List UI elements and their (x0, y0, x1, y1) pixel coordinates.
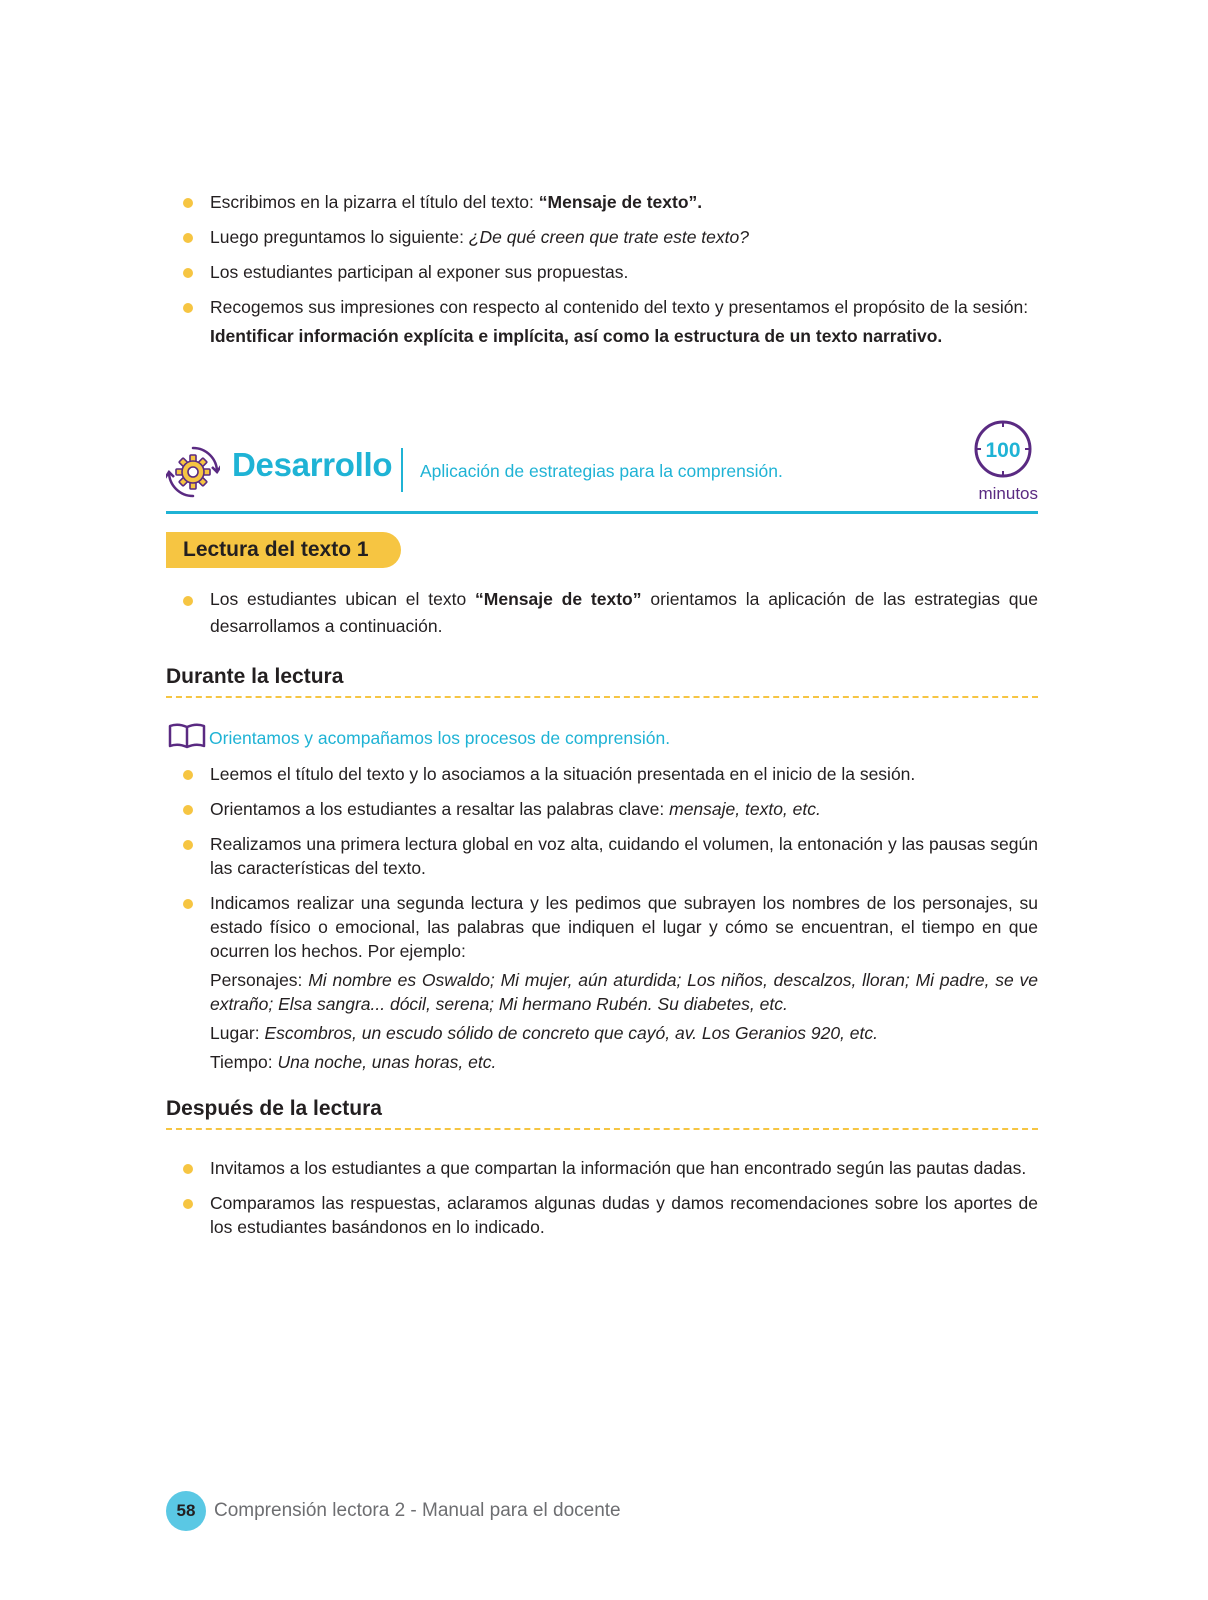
list-item: Indicamos realizar una segunda lectura y les pedimos que subrayen los nombres de los personajes, su estado físico o emocional, las palabras que indiquen el lugar y cómo se encuentran, el tiempo en que ocurren los hechos. Por ejemplo: Personajes: Mi nombre es Oswaldo; Mi mujer, aún aturdida; Los niños, descalzos, lloran; Mi padre, se ve extraño; Elsa sangra... dócil, serena; Mi hermano Rubén. Su diabetes, etc. Lugar: Escombros, un escudo sólido de concreto que cayó, av. Los Geranios 920, etc. Tiempo: Una noche, unas horas, etc. (166, 891, 1038, 1074)
despues-list (166, 1156, 1038, 1239)
example-characters: Personajes: Mi nombre es Oswaldo; Mi mujer, aún aturdida; Los niños, descalzos, lloran; Mi padre, se ve extraño; Elsa sangra... dócil, serena; Mi hermano Rubén. Su diabetes, etc. (210, 970, 1038, 1014)
bullet-dot (183, 198, 193, 208)
list-item: Los estudiantes participan al exponer sus propuestas. (166, 260, 1038, 284)
section-rule (166, 511, 1038, 514)
bullet-dot (183, 1199, 193, 1209)
dashed-divider (166, 1128, 1038, 1130)
list-item: Recogemos sus impresiones con respecto al contenido del texto y presentamos el propósito de la sesión: Identificar información explícita e implícita, así como la estructura de un texto narrativo. (166, 295, 1038, 348)
list-item: Orientamos a los estudiantes a resaltar las palabras clave: mensaje, texto, etc. (166, 797, 1038, 821)
page-number: 58 (166, 1491, 206, 1531)
heading-despues: Después de la lectura (166, 1097, 382, 1120)
list-item: Invitamos a los estudiantes a que compartan la información que han encontrado según las pautas dadas. (166, 1156, 1038, 1180)
bullet-dot (183, 596, 193, 606)
reading-label-badge: Lectura del texto 1 (166, 532, 401, 568)
list-item: Escribimos en la pizarra el título del texto: “Mensaje de texto”. (166, 190, 1038, 214)
heading-durante: Durante la lectura (166, 665, 344, 688)
bullet-dot (183, 303, 193, 313)
example-place: Lugar: Escombros, un escudo sólido de concreto que cayó, av. Los Geranios 920, etc. (210, 1023, 878, 1043)
list-item: Comparamos las respuestas, aclaramos algunas dudas y damos recomendaciones sobre los aportes de los estudiantes basándonos en lo indicado. (166, 1191, 1038, 1239)
bullet-dot (183, 805, 193, 815)
section-title-desarrollo: Desarrollo (232, 446, 393, 483)
bullet-dot (183, 899, 193, 909)
gear-cycle-icon (166, 445, 220, 499)
bullet-dot (183, 840, 193, 850)
bullet-dot (183, 268, 193, 278)
list-item: Los estudiantes ubican el texto “Mensaje de texto” orientamos la aplicación de las estrategias que desarrollamos a continuación. (166, 586, 1038, 640)
example-time: Tiempo: Una noche, unas horas, etc. (210, 1052, 497, 1072)
desarrollo-header (166, 438, 1038, 514)
footer-title: Comprensión lectora 2 - Manual para el docente (214, 1500, 621, 1521)
timer-unit: minutos (978, 484, 1038, 503)
section-subtitle: Aplicación de estrategias para la comprensión. (420, 461, 783, 481)
bullet-dot (183, 233, 193, 243)
title-divider (401, 448, 403, 492)
dashed-divider (166, 696, 1038, 698)
session-purpose: Identificar información explícita e implícita, así como la estructura de un texto narrativo. (210, 326, 943, 346)
timer-icon (972, 418, 1034, 480)
open-book-icon (168, 723, 206, 749)
lectura-list (166, 586, 1038, 640)
bullet-dot (183, 770, 193, 780)
bullet-dot (183, 1164, 193, 1174)
list-item: Leemos el título del texto y lo asociamos a la situación presentada en el inicio de la sesión. (166, 762, 1038, 786)
timer-value: 100 (985, 439, 1021, 462)
intro-list (166, 190, 1038, 348)
list-item: Luego preguntamos lo siguiente: ¿De qué creen que trate este texto? (166, 225, 1038, 249)
durante-list (166, 762, 1038, 1074)
page: Escribimos en la pizarra el título del texto: “Mensaje de texto”. Luego preguntamos lo siguiente: ¿De qué creen que trate este texto? Los estudiantes participan al exponer sus propuestas. Recogemos sus impresiones con respecto al contenido del texto y presentamos el propósito de la sesión: Identificar información explícita e implícita, así como la estructura de un texto narrativo. Desarrollo Aplicación de estrategias para la comprensión. 100 minutos Lectura del texto 1 Los estudiantes ubican el texto “Mensaje de texto” orientamos la aplicación de las estrategias que desarrollamos a continuación. Durante la lectura Orientamos y acompañamos los procesos de comprensión. Leemos el título del texto y lo asociamos a la situación presentada en el inicio de la sesión. Orientamos a los estudiantes a resaltar las palabras clave: mensaje, texto, etc. Realizamos una primera lectura global en voz alta, cuidando el volumen, la entonación y las pausas según las características del texto. Indicamos realizar una segunda lectura y les pedimos que subrayen los nombres de los personajes, su estado físico o emocional, las palabras que indiquen el lugar y cómo se encuentran, el tiempo en que ocurren los hechos. Por ejemplo: Personajes: Mi nombre es Oswaldo; Mi mujer, aún aturdida; Los niños, descalzos, lloran; Mi padre, se ve extraño; Elsa sangra... dócil, serena; Mi hermano Rubén. Su diabetes, etc. Lugar: Escombros, un escudo sólido de concreto que cayó, av. Los Geranios 920, etc. Tiempo: Una noche, unas horas, etc. Después de la lectura Invitamos a los estudiantes a que compartan la información que han encontrado según las pautas dadas. Comparamos las respuestas, aclaramos algunas dudas y damos recomendaciones sobre los aportes de los estudiantes basándonos en lo indicado. 58 Comprensión lectora 2 - Manual para el docente (0, 0, 1208, 1600)
list-item: Realizamos una primera lectura global en voz alta, cuidando el volumen, la entonación y las pausas según las características del texto. (166, 832, 1038, 880)
